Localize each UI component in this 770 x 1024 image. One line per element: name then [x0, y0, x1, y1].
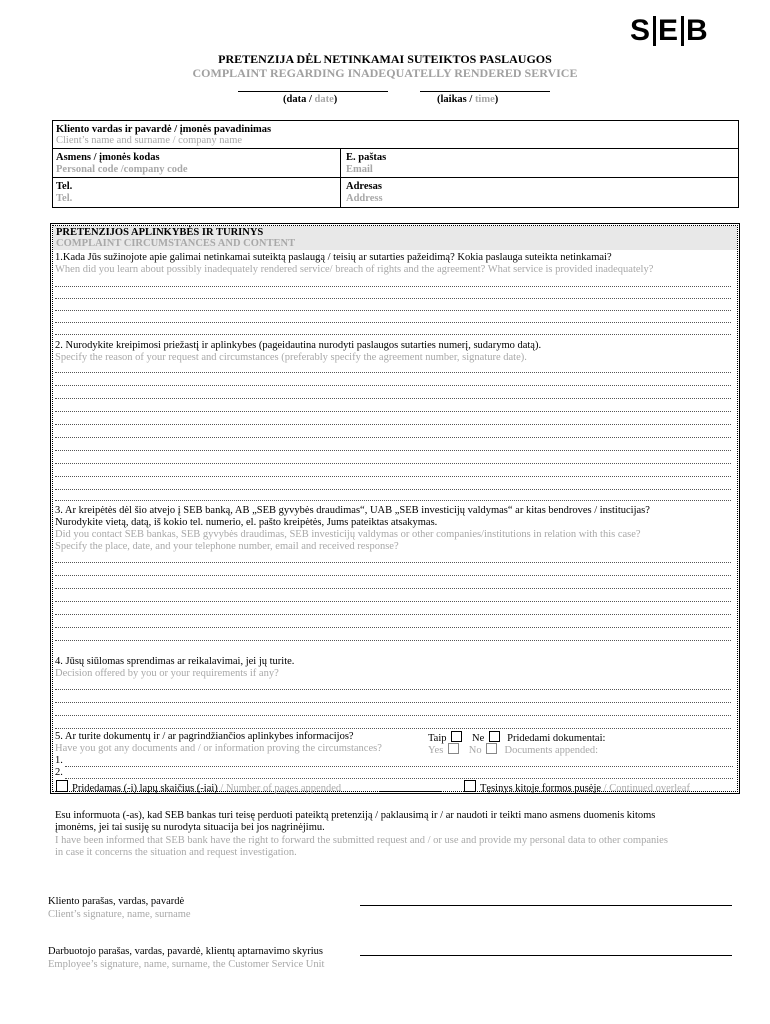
- form-title: PRETENZIJA DĖL NETINKAMAI SUTEIKTOS PASLAUGOS: [218, 52, 552, 66]
- question-3-en-line-2: Specify the place, date, and your telephone number, email and received response?: [55, 541, 399, 552]
- logo-letter-s: S: [630, 14, 652, 47]
- tel-label: Tel.: [56, 181, 73, 192]
- answer-line[interactable]: [55, 489, 731, 490]
- logo-letter-e: E: [658, 14, 680, 47]
- pages-count-field[interactable]: [380, 791, 442, 792]
- question-5: 5. Ar turite dokumentų ir / ar pagrindžiančios aplinkybes informacijos?: [55, 731, 354, 742]
- documents-choice-en: [428, 743, 598, 758]
- personal-code-label-en: Personal code /company code: [56, 164, 188, 175]
- employee-signature-label: Darbuotojo parašas, vardas, pavardė, klientų aptarnavimo skyrius: [48, 946, 323, 957]
- question-1: 1.Kada Jūs sužinojote apie galimai netinkamai suteiktą paslaugą / teisių ar sutarties pažeidimą? Kokia paslauga suteikta netinkamai?: [55, 252, 612, 263]
- answer-line[interactable]: [55, 562, 731, 563]
- personal-code-label: Asmens / įmonės kodas: [56, 152, 160, 163]
- answer-line[interactable]: [55, 334, 731, 335]
- tel-label-en: Tel.: [56, 193, 73, 204]
- answer-line[interactable]: [55, 728, 731, 729]
- pages-appended-label-en: / Number of pages appended: [217, 783, 342, 794]
- question-3: 3. Ar kreipėtės dėl šio atvejo į SEB banką, AB „SEB gyvybės draudimas“, UAB „SEB investicijų valdymas“ ar kitas bendroves / institucijas?: [55, 505, 650, 516]
- pages-appended-checkbox[interactable]: [56, 780, 68, 792]
- yes-label: Taip: [428, 733, 447, 744]
- answer-line[interactable]: [55, 463, 731, 464]
- question-2-en: Specify the reason of your request and circumstances (preferably specify the agreement number, signature date).: [55, 352, 527, 363]
- time-field[interactable]: [420, 91, 550, 92]
- answer-line[interactable]: [55, 601, 731, 602]
- logo-divider: [653, 16, 656, 46]
- client-signature-field[interactable]: [360, 905, 732, 906]
- address-label: Adresas: [346, 181, 382, 192]
- document-item-2-line[interactable]: [65, 778, 733, 779]
- answer-line[interactable]: [55, 627, 731, 628]
- document-item-1-line[interactable]: [65, 766, 733, 767]
- answer-line[interactable]: [55, 411, 731, 412]
- question-3-en: Did you contact SEB bankas, SEB gyvybės draudimas, SEB investicijų valdymas or other companies/institutions in relation with this case?: [55, 529, 641, 540]
- yes-checkbox[interactable]: [451, 731, 462, 742]
- continued-overleaf-label-en: / Continued overleaf: [601, 783, 690, 794]
- document-item-2: 2.: [55, 767, 63, 778]
- answer-line[interactable]: [55, 500, 731, 501]
- answer-line[interactable]: [55, 715, 731, 716]
- client-name-label: Kliento vardas ir pavardė / įmonės pavadinimas: [56, 124, 272, 135]
- no-label-en: No: [468, 745, 482, 756]
- answer-line[interactable]: [55, 298, 731, 299]
- answer-line[interactable]: [55, 575, 731, 576]
- document-item-1: 1.: [55, 755, 63, 766]
- email-label: E. paštas: [346, 152, 387, 163]
- divider: [340, 148, 341, 208]
- answer-line[interactable]: [55, 424, 731, 425]
- date-field[interactable]: [238, 91, 388, 92]
- answer-line[interactable]: [55, 398, 731, 399]
- seb-logo: [630, 16, 718, 46]
- employee-signature-field[interactable]: [360, 955, 732, 956]
- consent-text-en-line-2: in case it concerns the situation and request investigation.: [55, 847, 297, 858]
- consent-text-line-2: įmonėms, jei tai susiję su nurodyta situacija bei jos nagrinėjimu.: [55, 822, 325, 833]
- appended-label: Pridedami dokumentai:: [507, 733, 606, 744]
- question-1-en: When did you learn about possibly inadequately rendered service/ breach of rights and the agreement? What service is provided inadequately?: [55, 264, 654, 275]
- divider: [52, 148, 739, 149]
- pages-appended-label: Pridedamas (-i) lapų skaičius (-iai): [72, 783, 218, 794]
- question-3-line-2: Nurodykite vietą, datą, iš kokio tel. numerio, el. pašto kreipėtės, Jums pateiktas atsakymas.: [55, 517, 438, 528]
- answer-line[interactable]: [55, 689, 731, 690]
- question-4-en: Decision offered by you or your requirements if any?: [55, 668, 279, 679]
- answer-line[interactable]: [55, 385, 731, 386]
- email-label-en: Email: [346, 164, 373, 175]
- answer-line[interactable]: [55, 588, 731, 589]
- answer-line[interactable]: [55, 640, 731, 641]
- answer-line[interactable]: [55, 372, 731, 373]
- time-label: (laikas / time): [437, 94, 499, 105]
- question-4: 4. Jūsų siūlomas sprendimas ar reikalavimai, jei jų turite.: [55, 656, 295, 667]
- continued-overleaf: [464, 780, 690, 796]
- section-title-en: COMPLAINT CIRCUMSTANCES AND CONTENT: [56, 238, 296, 249]
- appended-label-en: Documents appended:: [504, 745, 599, 756]
- yes-label-en: Yes: [428, 745, 444, 756]
- client-name-label-en: Client’s name and surname / company name: [56, 135, 243, 146]
- no-checkbox[interactable]: [489, 731, 500, 742]
- section-title: PRETENZIJOS APLINKYBĖS IR TURINYS: [56, 227, 264, 238]
- continued-overleaf-checkbox[interactable]: [464, 780, 476, 792]
- answer-line[interactable]: [55, 450, 731, 451]
- answer-line[interactable]: [55, 322, 731, 323]
- logo-letter-b: B: [686, 14, 709, 47]
- answer-line[interactable]: [55, 476, 731, 477]
- pages-appended: [56, 780, 341, 796]
- answer-line[interactable]: [55, 702, 731, 703]
- form-title-english: COMPLAINT REGARDING INADEQUATELLY RENDERED SERVICE: [192, 66, 578, 80]
- address-label-en: Address: [346, 193, 383, 204]
- answer-line[interactable]: [55, 437, 731, 438]
- answer-line[interactable]: [55, 286, 731, 287]
- consent-text-en: I have been informed that SEB bank have the right to forward the submitted request and / or use and provide my personal data to other companies: [55, 835, 668, 846]
- divider: [52, 177, 739, 178]
- question-2: 2. Nurodykite kreipimosi priežastį ir aplinkybes (pageidautina nurodyti paslaugos sutarties numerį, sudarymo datą).: [55, 340, 542, 351]
- consent-text: Esu informuota (-as), kad SEB bankas turi teisę perduoti pateiktą pretenziją / paklausimą ir / ar naudoti ir teikti mano asmens duomenis kitoms: [55, 810, 656, 821]
- yes-checkbox-en[interactable]: [448, 743, 459, 754]
- logo-divider: [681, 16, 684, 46]
- question-5-en: Have you got any documents and / or information proving the circumstances?: [55, 743, 382, 754]
- answer-line[interactable]: [55, 614, 731, 615]
- no-label: Ne: [472, 733, 485, 744]
- answer-line[interactable]: [55, 310, 731, 311]
- employee-signature-label-en: Employee’s signature, name, surname, the Customer Service Unit: [48, 959, 325, 970]
- no-checkbox-en[interactable]: [486, 743, 497, 754]
- date-label: (data / date): [283, 94, 338, 105]
- client-signature-label-en: Client’s signature, name, surname: [48, 909, 191, 920]
- client-signature-label: Kliento parašas, vardas, pavardė: [48, 896, 185, 907]
- continued-overleaf-label: Tęsinys kitoje formos pusėje: [480, 783, 602, 794]
